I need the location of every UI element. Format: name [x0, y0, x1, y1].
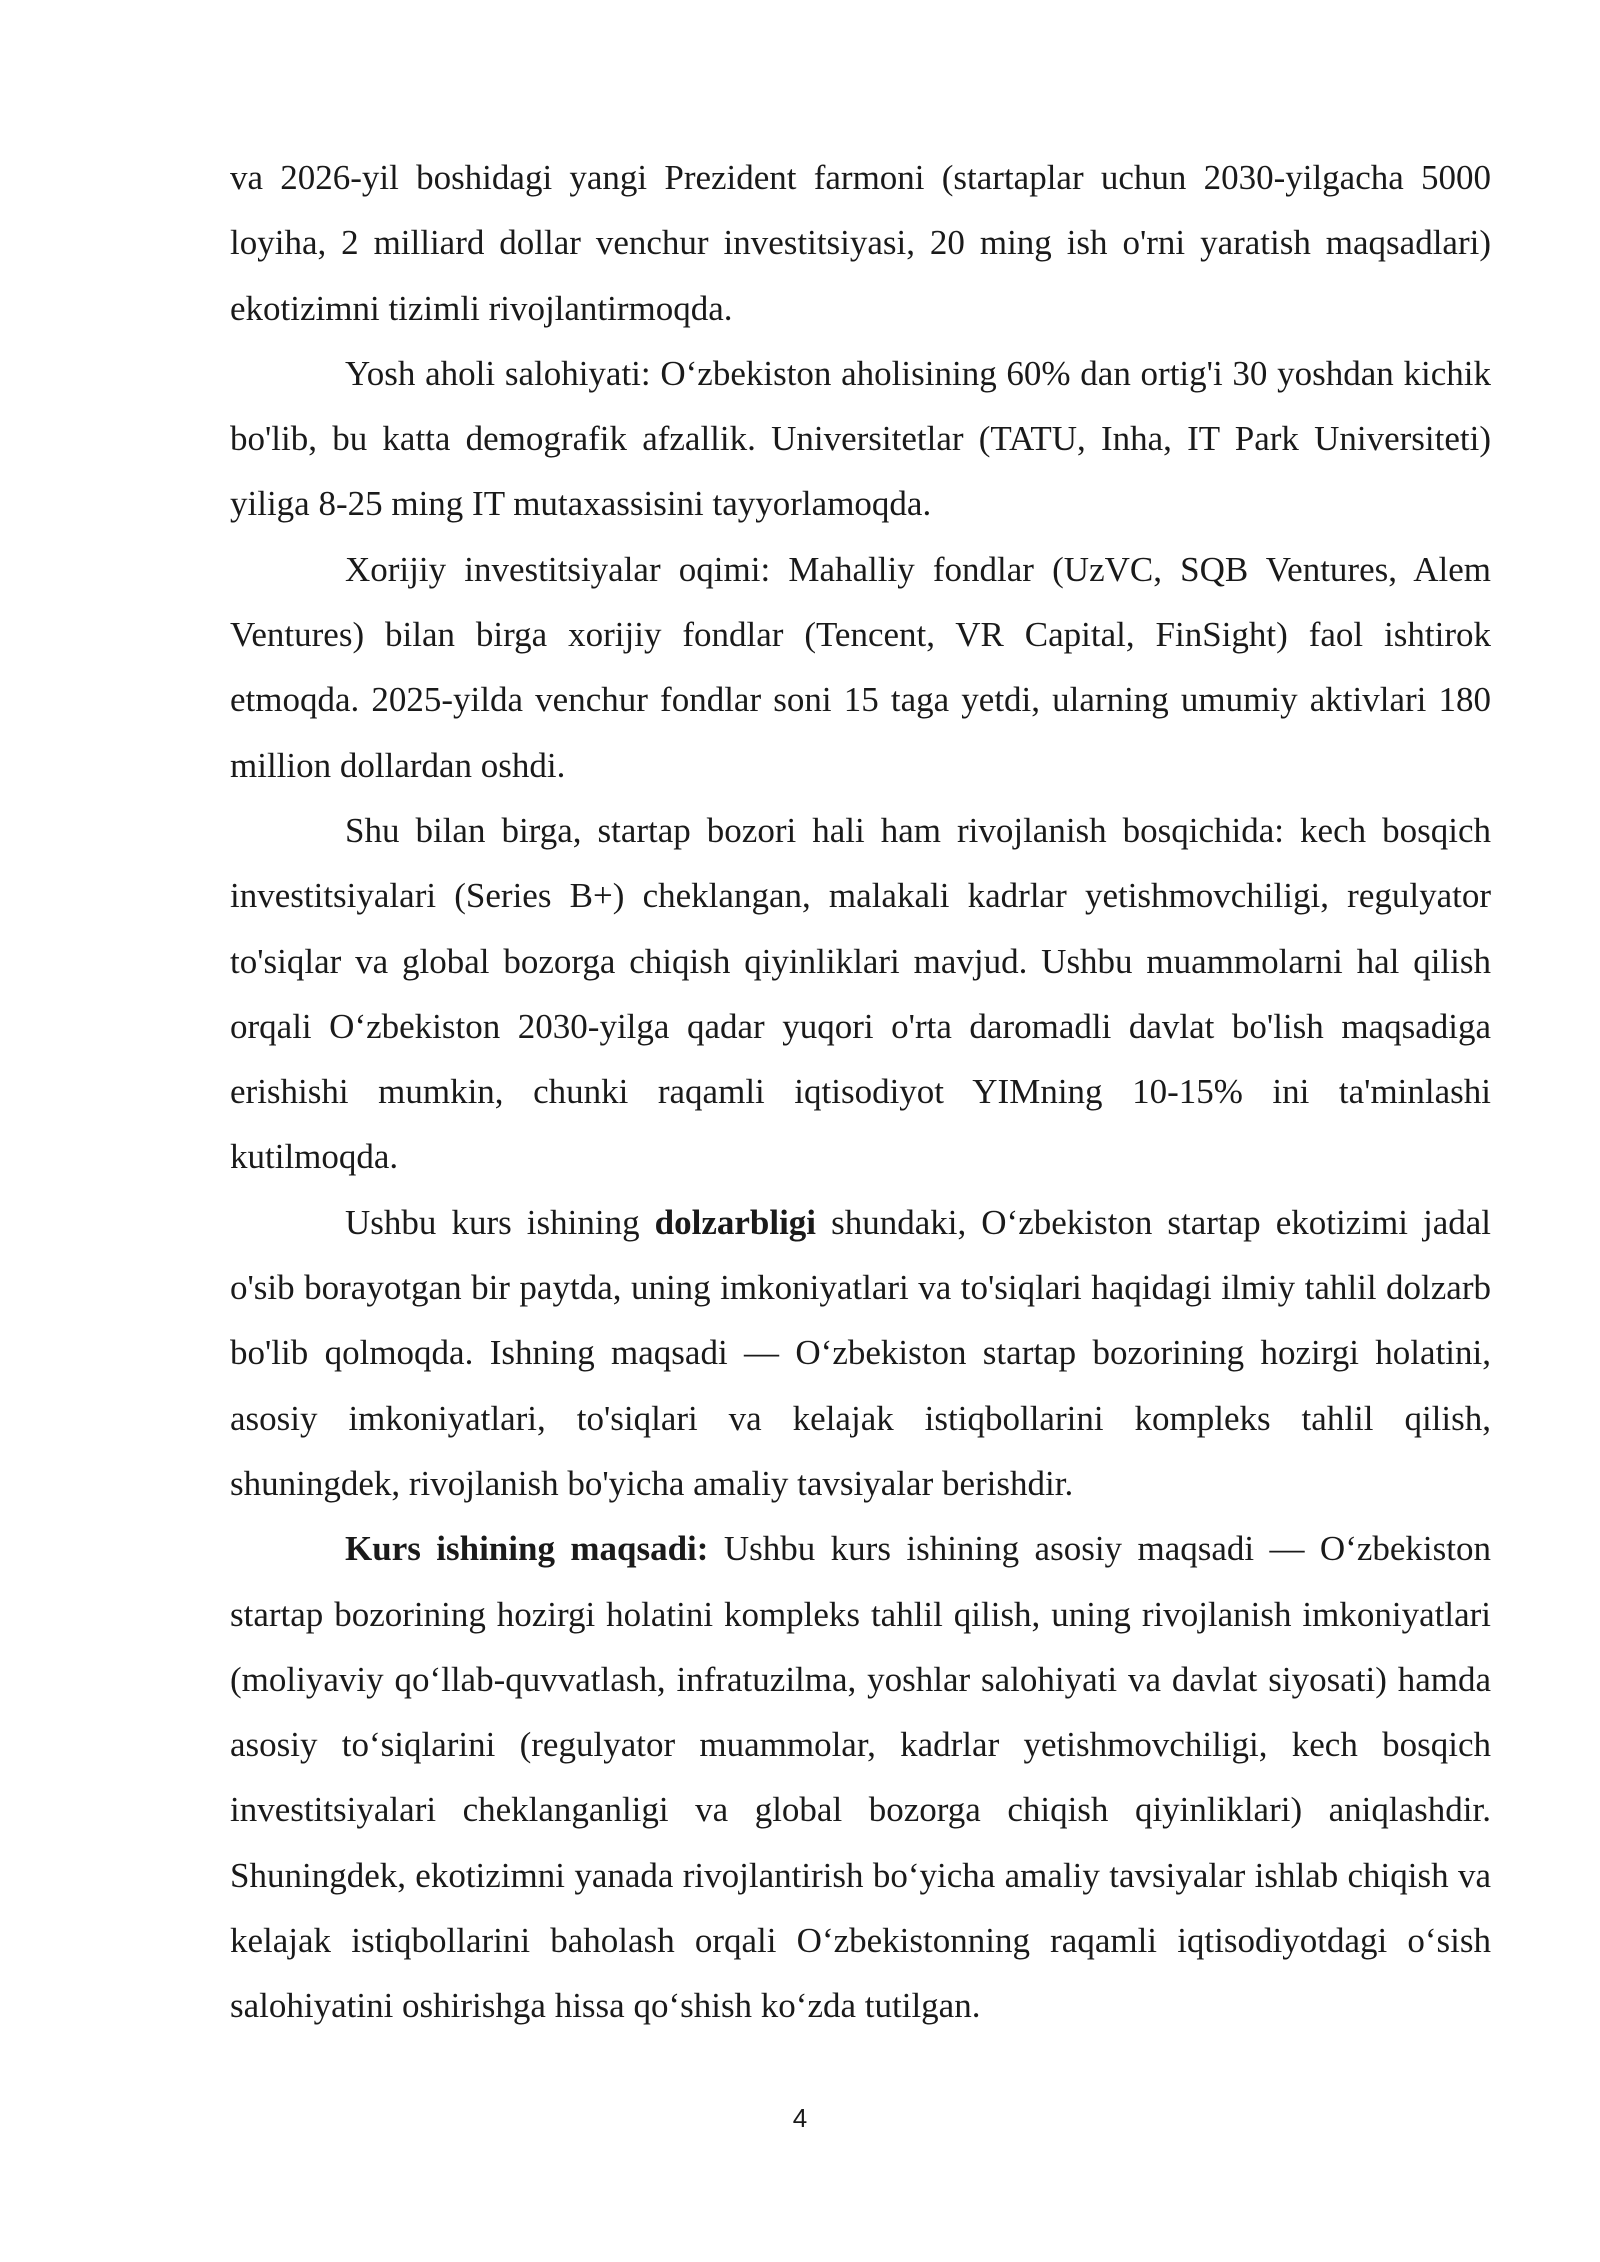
course-goal-heading: Kurs ishining maqsadi: [345, 1529, 709, 1569]
paragraph-text: Shu bilan birga, startap bozori hali ham rivojlanish bosqichida: kech bosqich investitsiyalari (Series B+) cheklangan, malakali kadrlar yetishmovchiligi, regulyator to'siqlar va global bozorga chiqish qiyinliklari mavjud. Ushbu muammolarni hal qilish orqali O‘zbekiston 2030-yilga qadar yuqori o'rta daromadli davlat bo'lish maqsadiga erishishi mumkin, chunki raqamli iqtisodiyot YIMning 10-15% ini ta'minlashi kutilmoqda. [230, 810, 1491, 1177]
paragraph-foreign-investment [230, 537, 1491, 798]
paragraph-relevance [230, 1190, 1491, 1516]
paragraph-text-after: shundaki, O‘zbekiston startap ekotizimi jadal o'sib borayotgan bir paytda, uning imkoniyatlari va to'siqlari haqidagi ilmiy tahlil dolzarb bo'lib qolmoqda. Ishning maqsadi — O‘zbekiston startap bozorining hozirgi holatini, asosiy imkoniyatlari, to'siqlari va kelajak istiqbollarini kompleks tahlil qilish, shuningdek, rivojlanish bo'yicha amaliy tavsiyalar berishdir. [230, 1202, 1491, 1503]
paragraph-continuation [230, 145, 1491, 341]
paragraph-text: Yosh aholi salohiyati: O‘zbekiston aholisining 60% dan ortig'i 30 yoshdan kichik bo'lib, bu katta demografik afzallik. Universitetlar (TATU, Inha, IT Park Universiteti) yiliga 8-25 ming IT mutaxassisini tayyorlamoqda. [230, 353, 1491, 524]
paragraph-text: va 2026-yil boshidagi yangi Prezident farmoni (startaplar uchun 2030-yilgacha 5000 loyiha, 2 milliard dollar venchur investitsiyasi, 20 ming ish o'rni yaratish maqsadlari) ekotizimni tizimli rivojlantirmoqda. [230, 158, 1491, 328]
paragraph-text-before: Ushbu kurs ishining [345, 1202, 655, 1242]
relevance-term: dolzarbligi [654, 1202, 817, 1242]
paragraph-text: Xorijiy investitsiyalar oqimi: Mahalliy fondlar (UzVC, SQB Ventures, Alem Ventures) bilan birga xorijiy fondlar (Tencent, VR Capital, FinSight) faol ishtirok etmoqda. 2025-yilda venchur fondlar soni 15 taga yetdi, ularning umumiy aktivlari 180 million dollardan oshdi. [230, 549, 1491, 785]
page-number: 4 [792, 2103, 808, 2133]
paragraph-market-challenges [230, 798, 1491, 1190]
document-body [230, 145, 1491, 2039]
paragraph-youth-potential [230, 341, 1491, 537]
paragraph-text-after: Ushbu kurs ishining asosiy maqsadi — O‘zbekiston startap bozorining hozirgi holatini kompleks tahlil qilish, uning rivojlanish imkoniyatlari (moliyaviy qo‘llab-quvvatlash, infratuzilma, yoshlar salohiyati va davlat siyosati) hamda asosiy to‘siqlarini (regulyator muammolar, kadrlar yetishmovchiligi, kech bosqich investitsiyalari cheklanganligi va global bozorga chiqish qiyinliklari) aniqlashdir. Shuningdek, ekotizimni yanada rivojlantirish bo‘yicha amaliy tavsiyalar ishlab chiqish va kelajak istiqbollarini baholash orqali O‘zbekistonning raqamli iqtisodiyotdagi o‘sish salohiyatini oshirishga hissa qo‘shish ko‘zda tutilgan. [230, 1529, 1491, 2026]
paragraph-course-goal [230, 1516, 1491, 2038]
